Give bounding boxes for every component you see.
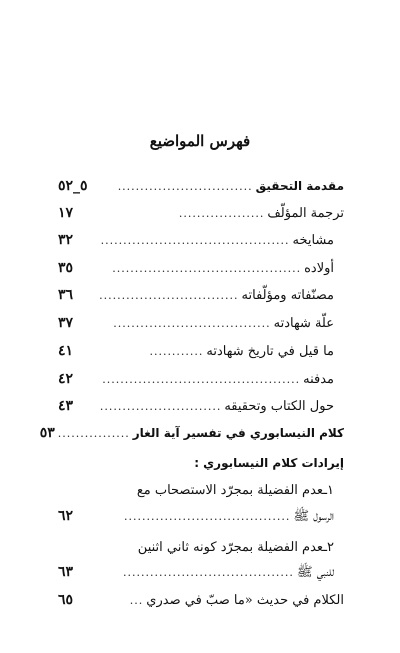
toc-entry [58,205,344,227]
leader-dots: .......................................... [100,234,290,247]
entry-label: ترجمة المؤلّف [267,206,344,221]
leader-dots: ................................... [113,317,271,330]
entry-label: الكلام في حديث «ما صبّ في صدري [146,593,344,608]
leader-dots: ... [129,594,144,607]
leader-dots: ...................................... [122,566,294,579]
entry-label: مشايخه [292,233,334,248]
leader-dots: ..................................... [124,510,291,523]
entry-label: للنبي ﷺ [296,565,334,580]
entry-page: ٣٦ [58,287,74,303]
toc-entry [58,398,344,420]
entry-page: ٣٧ [58,315,74,331]
entry-page: ٤٢ [58,371,74,387]
entry-label: مصنّفاته ومؤلّفاته [241,288,334,303]
entry-page: ٦٣ [58,564,74,580]
toc-entry [58,178,344,200]
entry-page: ٥٣ [39,425,55,441]
toc-entry [58,287,344,309]
toc-entry [58,479,344,501]
entry-label: حول الكتاب وتحقيقه [224,399,334,414]
toc-entry [58,536,344,558]
leader-dots: ............................... [99,289,239,302]
toc-entry [58,343,344,365]
leader-dots: ................ [57,427,130,440]
entry-label: مدفنه [303,372,334,387]
entry-page: ٣٥ [58,260,74,276]
toc-entry [39,425,344,447]
toc-entry [58,260,344,282]
entry-label: مقدمة التحقيق [255,179,344,193]
leader-dots: .......................................... [112,262,302,275]
entry-label: الرسول ﷺ [293,509,334,524]
toc-entry [58,564,344,586]
entry-page: ٤٣ [58,398,74,414]
toc-entry [58,232,344,254]
toc-entry [58,315,344,337]
leader-dots: ................... [178,207,265,220]
page-title: فهرس المواضيع [149,132,251,150]
leader-dots: ........................... [99,400,222,413]
entry-page: ٤١ [58,343,74,359]
toc-entry [58,508,344,530]
entry-page: ١٧ [58,205,74,221]
leader-dots: .............................. [117,180,253,193]
entry-label: ١ـعدم الفضيلة بمجرّد الاستصحاب مع [136,483,334,498]
entry-page: ٣٢ [58,232,74,248]
entry-label: ٢ـعدم الفضيلة بمجرّد كونه ثاني اثنين [137,540,334,555]
entry-label: أولاده [304,261,334,276]
entry-label: ما قيل في تاريخ شهادته [206,344,334,359]
entry-page: ٦٥ [58,592,74,608]
entry-label: علّة شهادته [273,316,334,331]
entry-label: كلام النيسابوري في تفسير آية الغار [132,426,344,440]
leader-dots: ............................................ [102,373,301,386]
toc-entry [58,592,344,614]
entry-page: ٥_٥٢ [58,178,88,194]
toc-entry [58,452,344,474]
toc-entry [58,371,344,393]
entry-label: إيرادات كلام النيسابوري : [194,456,344,470]
leader-dots: ............ [149,345,204,358]
entry-page: ٦٢ [58,508,74,524]
